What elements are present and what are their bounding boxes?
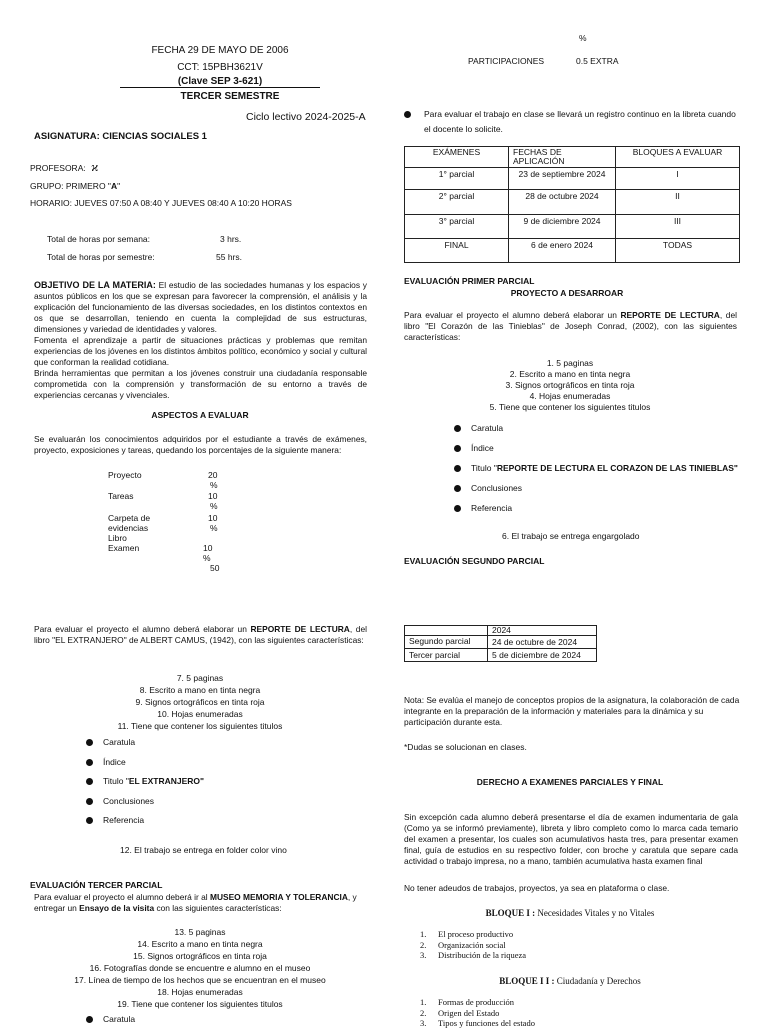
participaciones-value: 0.5 EXTRA	[576, 56, 619, 66]
cct: CCT: 15PBH3621V	[177, 62, 263, 73]
list-item: 1. Formas de producción	[420, 997, 515, 1007]
porcentajes-list: Proyecto 20 % Tareas 10 % Carpeta de 10 evidencias % Libro Examen 10 % 50	[108, 470, 220, 573]
registro-bullet-icon	[404, 109, 421, 119]
table-cell: 24 de octubre de 2024	[488, 636, 597, 649]
list-item: 3. Distribución de la riqueza	[420, 950, 527, 960]
primer-intro: Para evaluar el proyecto el alumno deberá elaborar un REPORTE DE LECTURA, del libro "El Corazón de las Tinieblas" de Joseph Conrad, (2002), con las siguientes características:	[404, 310, 737, 342]
primer-sub: PROYECTO A DESARROAR	[510, 288, 624, 298]
table-cell: FINAL	[405, 239, 509, 263]
list-item: 3. Tipos y funciones del estado	[420, 1018, 535, 1028]
signature-mark: ϰ	[91, 159, 99, 174]
primer-heading: EVALUACIÓN PRIMER PARCIAL	[404, 276, 535, 286]
profesora: PROFESORA: ϰ	[30, 159, 99, 174]
table-cell: Segundo parcial	[405, 636, 488, 649]
bloque-2-heading: BLOQUE I I : Ciudadanía y Derechos	[499, 976, 641, 986]
horas-semana-value: 3 hrs.	[220, 234, 242, 244]
segundo-heading: EVALUACIÓN SEGUNDO PARCIAL	[404, 556, 545, 566]
table-cell: 2024	[488, 626, 597, 636]
tercer-heading: EVALUACIÓN TERCER PARCIAL	[30, 880, 163, 890]
segundo-table	[404, 625, 597, 662]
clave: (Clave SEP 3-621)	[120, 76, 320, 88]
objetivo-materia: OBJETIVO DE LA MATERIA: El estudio de las sociedades humanas y los espacios y asuntos públicos en los que se expresan para favorecer la comprensión, el análisis y la explicación del funcionamiento de las diversas sociedades, en los distintos contextos en os que se desarrollan, teniendo en cuenta la complejidad de sus estructuras, dimensiones y variedad de identidades y valores. Fomenta el aprendizaje a partir de situaciones prácticas y problemas que remitan experiencias de los jóvenes en los distintos ámbitos político, económico y social y cultural que conforman la realidad cotidiana. Brinda herramientas que permitan a los jóvenes construir una ciudadanía responsable comprometida con la comprensión y transformación de su entorno a través de experiencias cercanas y vivenciales.	[34, 280, 367, 400]
bloque-1-list	[420, 929, 526, 961]
table-cell: I	[616, 168, 740, 190]
horas-semestre-label: Total de horas por semestre:	[47, 252, 155, 262]
tercer-intro: Para evaluar el proyecto el alumno deberá ir al MUSEO MEMORIA Y TOLERANCIA, y entregar un Ensayo de la visita con las siguientes características:	[34, 892, 357, 913]
aspectos-heading: ASPECTOS A EVALUAR	[151, 410, 249, 420]
horario: HORARIO: JUEVES 07:50 A 08:40 Y JUEVES 08:40 A 10:20 HORAS	[30, 198, 292, 208]
horas-semana-label: Total de horas por semana:	[47, 234, 151, 244]
proyecto1-intro: Para evaluar el proyecto el alumno deberá elaborar un REPORTE DE LECTURA, del libro "EL EXTRANJERO" de ALBERT CAMUS, (1942), con las siguientes características:	[34, 624, 367, 645]
derecho-text: Sin excepción cada alumno deberá presentarse el día de examen indumentaria de gala (Como ya se informó previamente), libreta y libro completo como lo marca cada temario del examen a presentar, los cuales son acumulativos hasta tres, para presentar examen final, guía de estudios en su respectivo folder, con broche y caratula que separe cada actividad o trabajo impresa, no a mano, también acumulativa hasta examen final	[404, 812, 738, 866]
tercer-numbered: 13. 5 paginas 14. Escrito a mano en tinta negra 15. Signos ortográficos en tinta roja 16. Fotografías donde se encuentre e alumno en el museo 17. Línea de tiempo de los hechos que se encuentran en el museo 18. Hojas enumeradas 19. Tiene que contener los siguientes titulos	[74, 927, 326, 1009]
table-cell: 23 de septiembre 2024	[509, 168, 616, 190]
tercer-bullet: Caratula	[86, 1014, 135, 1024]
table-cell: 9 de diciembre 2024	[509, 215, 616, 239]
table-header: FECHAS DE APLICACIÓN	[509, 147, 616, 168]
grupo: GRUPO: PRIMERO "A"	[30, 181, 121, 191]
asignatura: ASIGNATURA: CIENCIAS SOCIALES 1	[34, 131, 207, 142]
table-cell	[405, 626, 488, 636]
table-cell: TODAS	[616, 239, 740, 263]
table-cell: III	[616, 215, 740, 239]
list-item: 1. El proceso productivo	[420, 929, 514, 939]
primer-numbered: 1. 5 paginas 2. Escrito a mano en tinta negra 3. Signos ortográficos en tinta roja 4. Hojas enumeradas 5. Tiene que contener los siguientes titulos	[489, 358, 651, 412]
list-item: 2. Organización social	[420, 939, 506, 950]
aspectos-intro: Se evaluarán los conocimientos adquiridos por el estudiante a través de exámenes, proyecto, exposiciones y tareas, quedando los porcentajes de la siguiente manera:	[34, 434, 367, 455]
proyecto1-bullets: Caratula Índice Titulo "EL EXTRANJERO" Conclusiones Referencia	[86, 737, 204, 835]
proyecto1-entrega: 12. El trabajo se entrega en folder color vino	[120, 845, 287, 855]
horas-semestre-value: 55 hrs.	[216, 252, 242, 262]
registro-text: Para evaluar el trabajo en clase se llevará un registro continuo en la libreta cuando el docente lo solicite.	[424, 109, 736, 134]
fecha: FECHA 29 DE MAYO DE 2006	[151, 45, 289, 56]
examenes-table	[404, 146, 740, 263]
proyecto1-numbered: 7. 5 paginas 8. Escrito a mano en tinta negra 9. Signos ortográficos en tinta roja 10. Hojas enumeradas 11. Tiene que contener los siguientes titulos	[117, 673, 283, 731]
table-cell: II	[616, 190, 740, 215]
nota: Nota: Se evalúa el manejo de conceptos propios de la asignatura, la colaboración de cada integrante en la preparación de la información y materiales para la dinámica y su participación durante esta.	[404, 695, 740, 727]
list-item: 2. Origen del Estado	[420, 1007, 500, 1018]
adeudos: No tener adeudos de trabajos, proyectos, ya sea en plataforma o clase.	[404, 883, 670, 893]
derecho-heading: DERECHO A EXAMENES PARCIALES Y FINAL	[476, 777, 664, 787]
table-cell: 3° parcial	[405, 215, 509, 239]
participaciones-label: PARTICIPACIONES	[468, 56, 545, 66]
table-cell: Tercer parcial	[405, 649, 488, 662]
primer-bullets: Caratula Índice Titulo "REPORTE DE LECTURA EL CORAZON DE LAS TINIEBLAS" Conclusiones Referencia	[454, 423, 738, 523]
table-header: EXÁMENES	[405, 147, 509, 168]
semestre: TERCER SEMESTRE	[180, 91, 280, 102]
table-cell: 28 de octubre 2024	[509, 190, 616, 215]
primer-entrega: 6. El trabajo se entrega engargolado	[502, 531, 640, 541]
pct-top: %	[579, 33, 587, 43]
bloque-1-heading: BLOQUE I : Necesidades Vitales y no Vitales	[485, 908, 655, 918]
dudas: *Dudas se solucionan en clases.	[404, 742, 527, 752]
table-cell: 1° parcial	[405, 168, 509, 190]
ciclo-lectivo: Ciclo lectivo 2024-2025-A	[246, 111, 366, 123]
table-header: BLOQUES A EVALUAR	[616, 147, 740, 168]
table-cell: 6 de enero 2024	[509, 239, 616, 263]
table-cell: 5 de diciembre de 2024	[488, 649, 597, 662]
table-cell: 2° parcial	[405, 190, 509, 215]
